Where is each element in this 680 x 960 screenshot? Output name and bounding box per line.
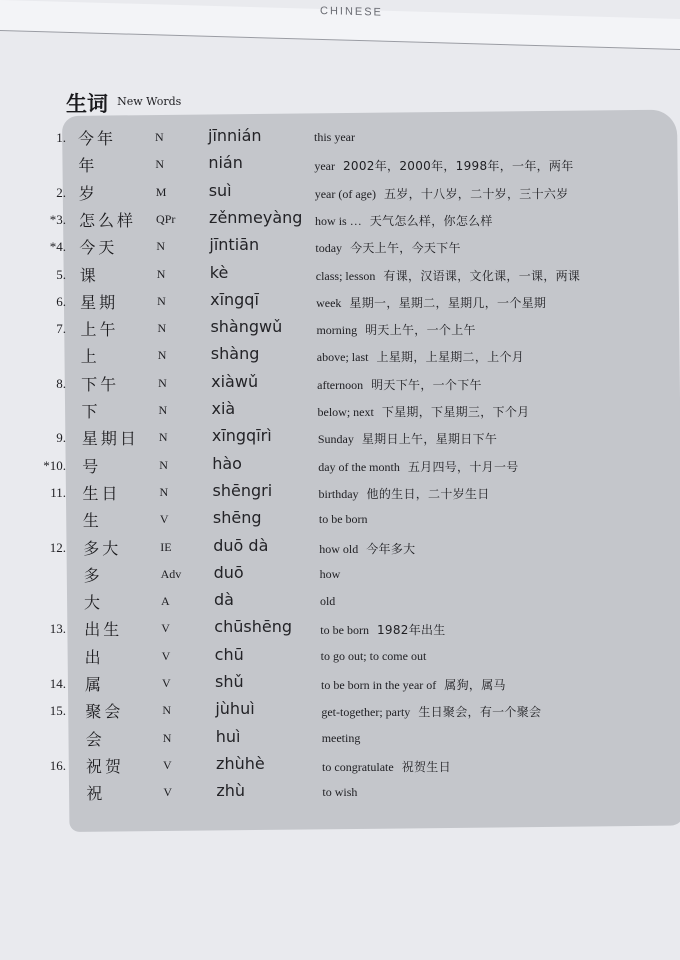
entry-pinyin: jùhuì: [215, 699, 255, 719]
entry-definition: [316, 294, 546, 311]
section-title: [66, 88, 181, 118]
vocab-row: [0, 454, 680, 482]
entry-example: 有课，汉语课，文化课，一课，两课: [383, 268, 581, 283]
entry-pinyin: zhù: [216, 781, 246, 801]
vocab-row: [0, 590, 680, 618]
book-header: CHINESE: [320, 4, 383, 19]
entry-pos: V: [161, 648, 171, 663]
entry-hanzi: 出生: [84, 620, 123, 640]
entry-definition: [318, 458, 518, 475]
entry-example: 上星期，上星期二，上个月: [376, 350, 525, 365]
entry-definition-text: to be born in the year of: [321, 678, 437, 692]
entry-hanzi: 上午: [80, 320, 119, 340]
entry-definition-text: morning: [316, 323, 358, 338]
entry-pinyin: xiàwǔ: [211, 371, 259, 391]
entry-definition: to wish: [322, 785, 358, 800]
entry-pinyin: duō dà: [213, 535, 269, 555]
vocab-row: [0, 235, 680, 263]
entry-definition: [314, 157, 573, 174]
vocab-row: [0, 290, 680, 318]
entry-example: 天气怎么样，你怎么样: [369, 213, 493, 228]
vocab-row: [0, 508, 680, 536]
entry-pinyin: suì: [208, 180, 232, 200]
entry-definition: [318, 430, 497, 447]
entry-number: 14.: [49, 676, 66, 691]
entry-example: 明天下午，一个下午: [371, 377, 482, 392]
entry-number: 8.: [56, 375, 66, 391]
entry-pinyin: xià: [211, 399, 236, 418]
entry-pos: IE: [160, 539, 172, 554]
entry-pinyin: hào: [212, 453, 242, 473]
entry-example: 五月四号，十月一号: [407, 459, 519, 474]
entry-pinyin: shàng: [210, 344, 260, 364]
entry-pinyin: zhùhè: [216, 753, 265, 773]
entry-number: 1.: [56, 130, 66, 145]
entry-pos: N: [155, 157, 165, 172]
entry-pos: V: [159, 512, 169, 527]
entry-hanzi: 上: [80, 347, 100, 367]
entry-definition-text: year: [314, 159, 335, 174]
vocab-row: [0, 426, 680, 454]
entry-definition: [315, 212, 493, 229]
entry-definition: [316, 267, 580, 284]
vocab-row: [0, 372, 680, 400]
entry-hanzi: 生: [82, 511, 102, 531]
vocab-row: [0, 727, 680, 755]
page-top-edge: [0, 0, 680, 50]
entry-definition-text: above; last: [316, 350, 369, 365]
entry-definition: [317, 376, 482, 393]
entry-example: 五岁，十八岁，二十岁，三十六岁: [383, 186, 569, 201]
entry-pos: V: [163, 757, 172, 772]
entry-hanzi: 聚会: [85, 702, 124, 722]
entry-pinyin: huì: [215, 726, 241, 746]
entry-definition-text: birthday: [318, 486, 359, 501]
entry-example: 1982年出生: [376, 623, 446, 638]
entry-number: 7.: [56, 321, 66, 337]
entry-number: 2.: [56, 184, 66, 200]
entry-hanzi: 大: [83, 593, 103, 613]
entry-number: 11.: [50, 484, 66, 500]
entry-definition-text: Sunday: [317, 432, 354, 447]
entry-definition-text: get-together; party: [321, 705, 411, 720]
entry-pos: N: [162, 703, 172, 718]
entry-example: 属狗，属马: [444, 678, 506, 692]
entry-hanzi: 星期日: [81, 429, 139, 449]
entry-hanzi: 祝贺: [86, 756, 125, 776]
entry-example: 下星期，下星期三，下个月: [381, 405, 530, 419]
entry-number: 12.: [49, 539, 66, 555]
vocab-row: [0, 672, 680, 700]
entry-definition: this year: [314, 130, 355, 144]
entry-number: *3.: [49, 211, 66, 227]
entry-number: 9.: [56, 430, 66, 446]
entry-definition: [321, 676, 506, 693]
vocab-row: [0, 208, 680, 236]
entry-number: 5.: [56, 266, 66, 282]
vocab-row: [0, 754, 680, 782]
entry-pos: Adv: [160, 566, 182, 581]
entry-pos: V: [162, 676, 171, 690]
entry-pinyin: jīntiān: [209, 235, 260, 255]
section-title-zh: 生词: [66, 92, 108, 116]
entry-pos: N: [159, 484, 169, 499]
entry-hanzi: 今天: [79, 238, 118, 258]
entry-definition: to go out; to come out: [320, 648, 427, 663]
entry-number: *10.: [43, 457, 66, 473]
entry-definition: [318, 403, 530, 420]
entry-pinyin: duō: [213, 562, 244, 582]
entry-hanzi: 属: [85, 675, 105, 694]
entry-example: 今天上午，今天下午: [350, 241, 461, 256]
entry-pos: N: [158, 403, 168, 417]
vocab-row: [0, 645, 680, 673]
entry-definition: [321, 703, 541, 720]
entry-pinyin: zěnmeyàng: [209, 207, 303, 227]
entry-hanzi: 下: [81, 402, 101, 421]
entry-definition-text: day of the month: [318, 459, 400, 474]
vocab-row: [0, 699, 680, 727]
entry-pinyin: xīngqīrì: [211, 426, 272, 446]
entry-pinyin: jīnnián: [208, 126, 262, 145]
entry-definition-text: today: [315, 241, 343, 256]
entry-definition-text: year (of age): [314, 186, 376, 201]
entry-number: 13.: [49, 621, 66, 637]
entry-definition: to be born: [318, 512, 368, 527]
vocab-row: [0, 263, 680, 291]
entry-hanzi: 多: [83, 565, 103, 585]
entry-definition: [317, 348, 524, 365]
entry-pos: V: [163, 785, 173, 800]
entry-hanzi: 出: [84, 647, 104, 667]
entry-pos: N: [157, 293, 166, 308]
entry-pos: M: [155, 184, 167, 199]
entry-pos: QPr: [156, 211, 176, 226]
entry-definition-text: how is …: [315, 213, 362, 228]
entry-hanzi: 岁: [78, 183, 98, 203]
entry-pos: N: [157, 348, 167, 363]
entry-pos: N: [155, 130, 164, 144]
entry-definition-text: how old: [319, 541, 359, 556]
entry-hanzi: 会: [85, 729, 105, 749]
vocab-row: [0, 344, 680, 372]
entry-definition-text: class; lesson: [315, 268, 376, 283]
entry-hanzi: 怎么样: [79, 210, 137, 230]
vocab-row: [0, 153, 680, 181]
vocab-row: [0, 181, 680, 209]
entry-pos: N: [156, 266, 166, 281]
entry-definition: [316, 321, 475, 338]
entry-number: 15.: [49, 703, 66, 719]
entry-number: 16.: [49, 757, 66, 773]
entry-pinyin: nián: [208, 153, 243, 173]
entry-pos: N: [159, 457, 168, 472]
entry-definition: [319, 485, 490, 502]
entry-pos: N: [157, 321, 167, 336]
entry-pinyin: xīngqī: [210, 289, 259, 309]
entry-hanzi: 下午: [81, 374, 120, 394]
entry-definition: how: [319, 566, 341, 581]
entry-pinyin: kè: [209, 262, 229, 282]
entry-pinyin: shǔ: [215, 672, 244, 691]
entry-definition: old: [319, 594, 336, 609]
entry-hanzi: 祝: [86, 784, 106, 804]
entry-pos: V: [161, 621, 170, 636]
vocab-row: [0, 481, 680, 509]
entry-example: 生日聚会，有一个聚会: [418, 705, 542, 720]
vocab-row: [0, 399, 680, 427]
entry-pos: N: [162, 730, 172, 745]
vocab-row: [0, 536, 680, 564]
entry-hanzi: 星期: [80, 292, 119, 312]
vocab-row: [0, 317, 680, 345]
entry-definition-text: to congratulate: [322, 759, 394, 774]
entry-hanzi: 年: [78, 156, 98, 176]
entry-definition-text: afternoon: [317, 377, 364, 392]
entry-hanzi: 号: [82, 456, 102, 476]
entry-example: 今年多大: [366, 541, 416, 556]
entry-pos: N: [156, 239, 166, 254]
entry-number: *4.: [49, 239, 66, 255]
entry-definition: [320, 621, 445, 638]
entry-example: 星期一，星期二，星期几，一个星期: [349, 295, 547, 310]
entry-example: 星期日上午，星期日下午: [361, 432, 498, 447]
entry-pinyin: shàngwǔ: [210, 317, 283, 337]
entry-definition-text: week: [316, 295, 342, 310]
entry-pinyin: shēng: [212, 508, 262, 528]
entry-definition: [315, 185, 569, 202]
entry-example: 他的生日，二十岁生日: [366, 486, 490, 501]
entry-example: 祝贺生日: [401, 759, 451, 774]
entry-pos: N: [158, 375, 167, 390]
vocab-row: [0, 126, 680, 154]
entry-definition-text: to be born: [320, 623, 369, 638]
entry-pinyin: chūshēng: [214, 617, 292, 637]
entry-example: 2002年，2000年，1998年，一年，两年: [343, 159, 574, 174]
entry-pinyin: dà: [213, 590, 234, 610]
entry-pinyin: shēngri: [212, 480, 273, 500]
entry-pos: N: [158, 430, 168, 445]
entry-hanzi: 课: [79, 265, 99, 285]
entry-hanzi: 多大: [83, 538, 122, 558]
entry-pinyin: chū: [214, 644, 244, 664]
vocab-row: [0, 563, 680, 591]
entry-number: 6.: [56, 293, 66, 309]
entry-definition-text: below; next: [317, 405, 374, 419]
entry-example: 明天上午，一个上午: [365, 323, 476, 338]
entry-definition: [319, 540, 415, 557]
vocab-row: [0, 781, 680, 809]
entry-definition: meeting: [321, 730, 361, 745]
entry-definition: [322, 758, 451, 775]
section-title-en: New Words: [117, 95, 182, 108]
entry-hanzi: 生日: [82, 483, 121, 503]
entry-pos: A: [160, 594, 170, 609]
entry-hanzi: 今年: [78, 129, 117, 148]
entry-definition: [315, 239, 460, 256]
vocab-row: [0, 617, 680, 645]
